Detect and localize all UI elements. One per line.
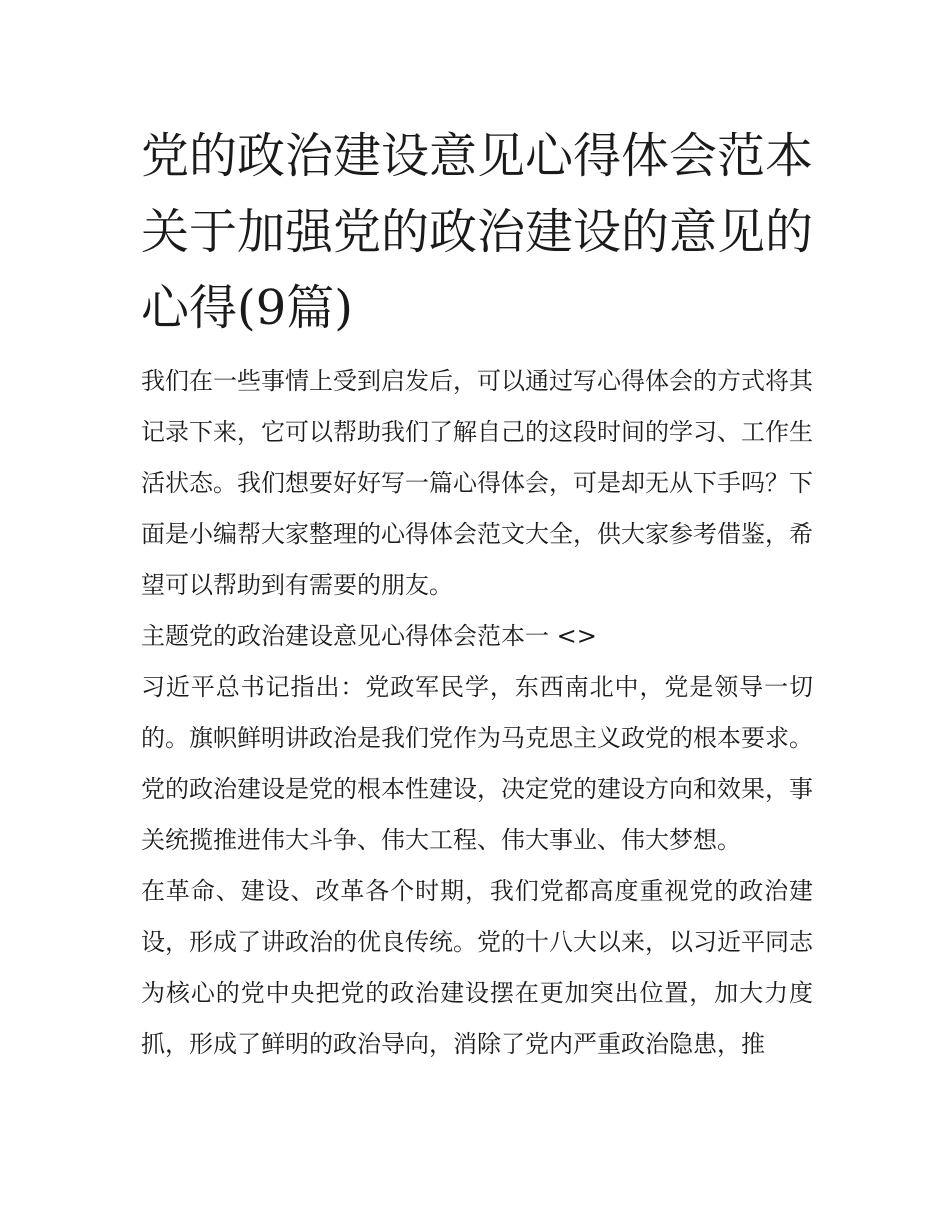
body-paragraph: 习近平总书记指出：党政军民学，东西南北中，党是领导一切的。旗帜鲜明讲政治是我们党作为马克思主义政党的根本要求。党的政治建设是党的根本性建设，决定党的建设方向和效果，事关统揽推进伟大斗争、伟大工程、伟大事业、伟大梦想。 — [141, 673, 813, 854]
document-title: 党的政治建设意见心得体会范本 关于加强党的政治建设的意见的心得(9篇) — [141, 128, 814, 336]
document-page — [141, 118, 813, 1070]
intro-paragraph: 我们在一些事情上受到启发后，可以通过写心得体会的方式将其记录下来，它可以帮助我们了解自己的这段时间的学习、工作生活状态。我们想要好好写一篇心得体会，可是却无从下手吗？下面是小编帮大家整理的心得体会范文大全，供大家参考借鉴，希望可以帮助到有需要的朋友。 — [141, 367, 813, 599]
body-paragraph: 在革命、建设、改革各个时期，我们党都高度重视党的政治建设，形成了讲政治的优良传统。党的十八大以来，以习近平同志为核心的党中央把党的政治建设摆在更加突出位置，加大力度抓，形成了鲜明的政治导向，消除了党内严重政治隐患，推 — [141, 877, 813, 1058]
section-heading: 主题党的政治建设意见心得体会范本一 <> — [141, 622, 597, 650]
